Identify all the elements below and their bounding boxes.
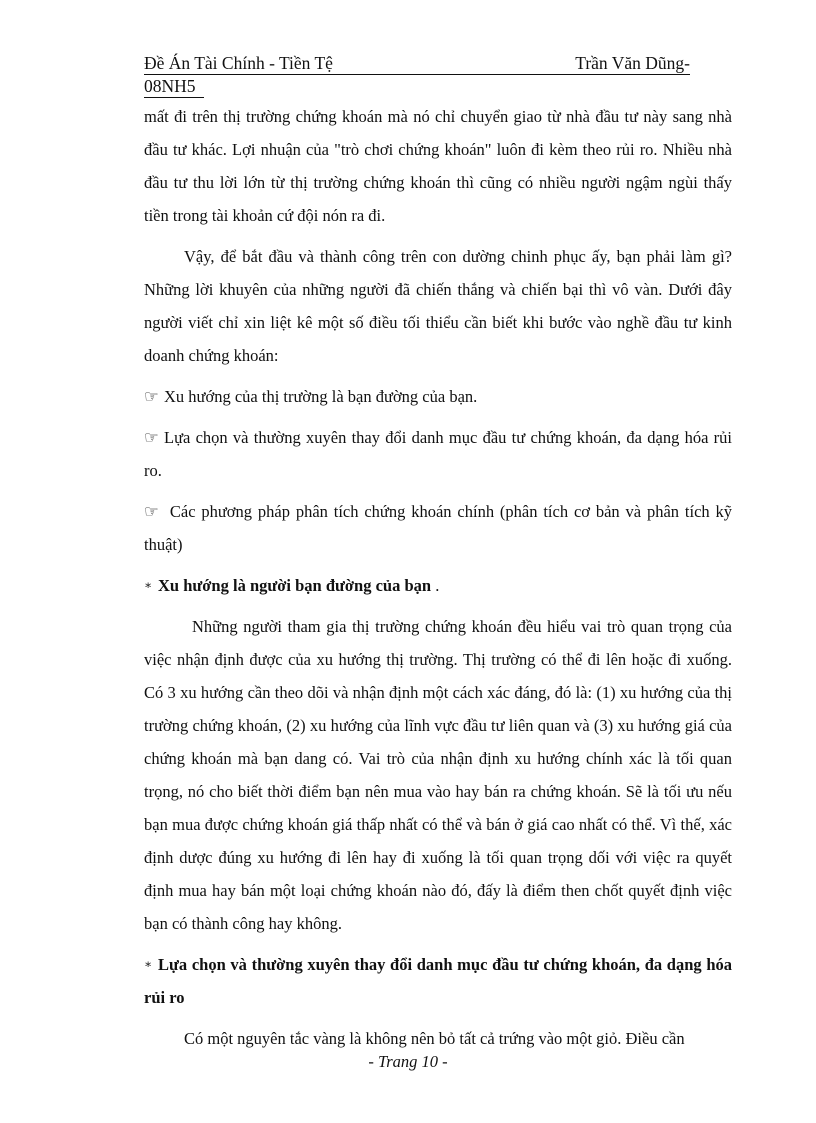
header-class-code: 08NH5 [144, 75, 204, 98]
section-heading [144, 569, 732, 602]
section-heading [144, 948, 732, 1014]
page-header [144, 52, 704, 98]
paragraph: Có một nguyên tắc vàng là không nên bỏ tất cả trứng vào một giỏ. Điều cần [184, 1029, 685, 1048]
star-icon: ∗ [144, 957, 153, 971]
heading-text: Xu hướng là người bạn đường của bạn [158, 576, 432, 595]
pointing-hand-icon: ☞ [144, 428, 159, 447]
header-title: Đề Án Tài Chính - Tiền Tệ [144, 53, 333, 73]
document-body [144, 100, 732, 1063]
bullet-text: Xu hướng của thị trường là bạn đường của bạn. [164, 387, 478, 406]
header-author: Trần Văn Dũng- [575, 53, 690, 73]
paragraph: mất đi trên thị trường chứng khoán mà nó chỉ chuyển giao từ nhà đầu tư này sang nhà đầu tư khác. Lợi nhuận của "trò chơi chứng khoán" luôn đi kèm theo rủi ro. Nhiều nhà đầu tư thu lời lớn từ thị trường chứng khoán thì cũng có nhiều người ngậm ngùi thấy tiền trong tài khoản cứ đội nón ra đi. [144, 107, 732, 225]
page-footer: - Trang 10 - [368, 1052, 448, 1071]
star-icon: ∗ [144, 578, 153, 592]
paragraph: Vậy, để bắt đầu và thành công trên con dường chinh phục ấy, bạn phải làm gì? Những lời khuyên của những người đã chiến thắng và chiến bại thì vô vàn. Dưới đây người viết chỉ xin liệt kê một số điều tối thiểu cần biết khi bước vào nghề đầu tư kinh doanh chứng khoán: [144, 247, 732, 365]
pointing-hand-icon: ☞ [144, 502, 159, 521]
pointing-hand-icon: ☞ [144, 387, 159, 406]
paragraph: Những người tham gia thị trường chứng khoán đều hiểu vai trò quan trọng của việc nhận định được của xu hướng thị trường. Thị trường có thể đi lên hoặc đi xuống. Có 3 xu hướng cần theo dõi và nhận định một cách xác đáng, đó là: (1) xu hướng của thị trường chứng khoán, (2) xu hướng của lĩnh vực đầu tư liên quan và (3) xu hướng giá của chứng khoán mà bạn dang có. Vai trò của nhận định xu hướng chính xác là tối quan trọng, nó cho biết thời điểm bạn nên mua vào hay bán ra chứng khoán. Sẽ là tối ưu nếu bạn mua được chứng khoán giá thấp nhất có thể và bán ở giá cao nhất có thể. Vì thế, xác định dược đúng xu hướng đi lên hay đi xuống là tối quan trọng dối với việc ra quyết định mua hay bán một loại chứng khoán nào đó, đấy là điểm then chốt quyết định việc bạn có thành công hay không. [144, 617, 732, 933]
header-line [144, 52, 690, 75]
bullet-text: Lựa chọn và thường xuyên thay đổi danh mục đầu tư chứng khoán, đa dạng hóa rủi ro. [144, 428, 732, 480]
heading-text: Lựa chọn và thường xuyên thay đổi danh mục đầu tư chứng khoán, đa dạng hóa rủi ro [144, 955, 732, 1007]
bullet-item [144, 495, 732, 561]
heading-suffix: . [431, 576, 440, 595]
bullet-item [144, 380, 732, 413]
bullet-item [144, 421, 732, 487]
bullet-text: Các phương pháp phân tích chứng khoán chính (phân tích cơ bản và phân tích kỹ thuật) [144, 502, 732, 554]
